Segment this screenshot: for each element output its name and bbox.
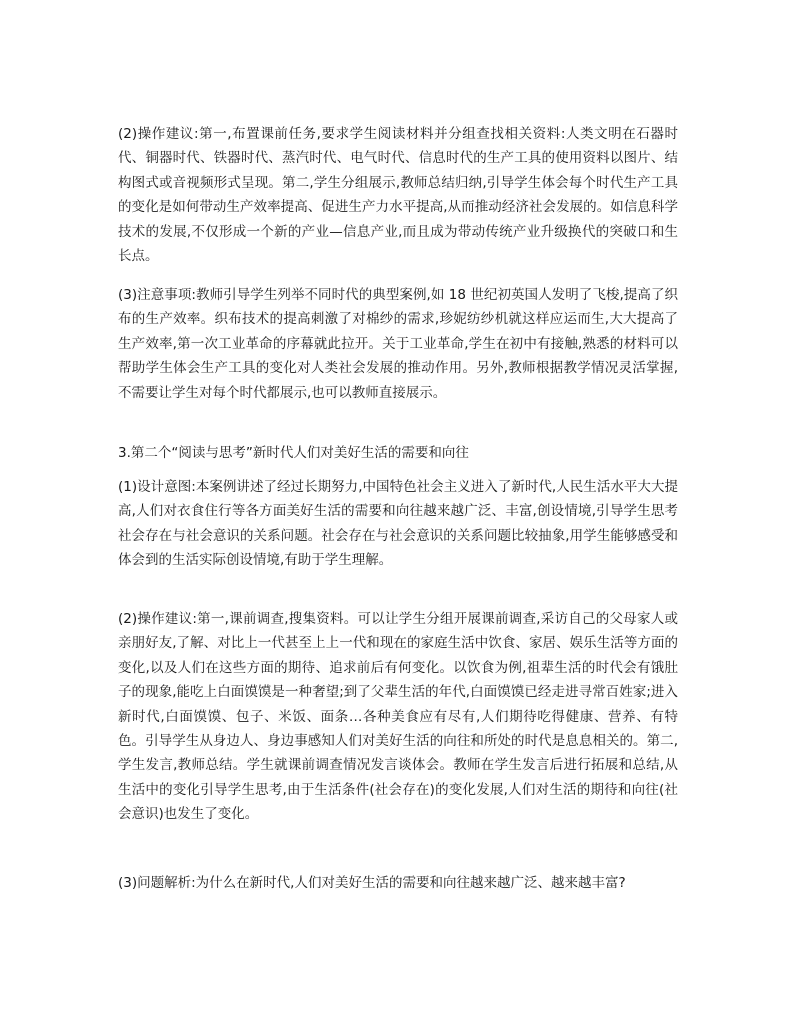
- paragraph-problem-analysis: (3)问题解析:为什么在新时代,人们对美好生活的需要和向往越来越广泛、越来越丰富?: [118, 875, 626, 891]
- paragraph-operation-suggestion-2: (2)操作建议:第一,课前调查,搜集资料。可以让学生分组开展课前调查,采访自己的父母家人或亲朋好友,了解、对比上一代甚至上上一代和现在的家庭生活中饮食、家居、娱乐生活等方面的变化,以及人们在这些方面的期待、追求前后有何变化。以饮食为例,祖辈生活的时代会有饿肚子的现象,能吃上白面馍馍是一种奢望;到了父辈生活的年代,白面馍馍已经走进寻常百姓家;进入新时代,白面馍馍、包子、米饭、面条…各种美食应有尽有,人们期待吃得健康、营养、有特色。引导学生从身边人、身边事感知人们对美好生活的向往和所处的时代是息息相关的。第二,学生发言,教师总结。学生就课前调查情况发言谈体会。教师在学生发言后进行拓展和总结,从生活中的变化引导学生思考,由于生活条件(社会存在)的变化发展,人们对生活的期待和向往(社会意识)也发生了变化。: [118, 611, 678, 823]
- paragraph-precautions: (3)注意事项:教师引导学生列举不同时代的典型案例,如 18 世纪初英国人发明了飞梭,提高了织布的生产效率。织布技术的提高刺激了对棉纱的需求,珍妮纺纱机就这样应运而生,大大提高了生产效率,第一次工业革命的序幕就此拉开。关于工业革命,学生在初中有接触,熟悉的材料可以帮助学生体会生产工具的变化对人类社会发展的推动作用。另外,教师根据教学情况灵活掌握,不需要让学生对每个时代都展示,也可以教师直接展示。: [118, 287, 678, 401]
- paragraph-design-intent: (1)设计意图:本案例讲述了经过长期努力,中国特色社会主义进入了新时代,人民生活水平大大提高,人们对衣食住行等各方面美好生活的需要和向往越来越广泛、丰富,创设情境,引导学生思考社会存在与社会意识的关系问题。社会存在与社会意识的关系问题比较抽象,用学生能够感受和体会到的生活实际创设情境,有助于学生理解。: [118, 479, 678, 569]
- paragraph-operation-suggestion-1: (2)操作建议:第一,布置课前任务,要求学生阅读材料并分组查找相关资料:人类文明在石器时代、铜器时代、铁器时代、蒸汽时代、电气时代、信息时代的生产工具的使用资料以图片、结构图式或音视频形式呈现。第二,学生分组展示,教师总结归纳,引导学生体会每个时代生产工具的变化是如何带动生产效率提高、促进生产力水平提高,从而推动经济社会发展的。如信息科学技术的发展,不仅形成一个新的产业—信息产业,而且成为带动传统产业升级换代的突破口和生长点。: [118, 126, 678, 265]
- section-heading-reading-thinking: 3.第二个“阅读与思考”新时代人们对美好生活的需要和向往: [118, 445, 469, 461]
